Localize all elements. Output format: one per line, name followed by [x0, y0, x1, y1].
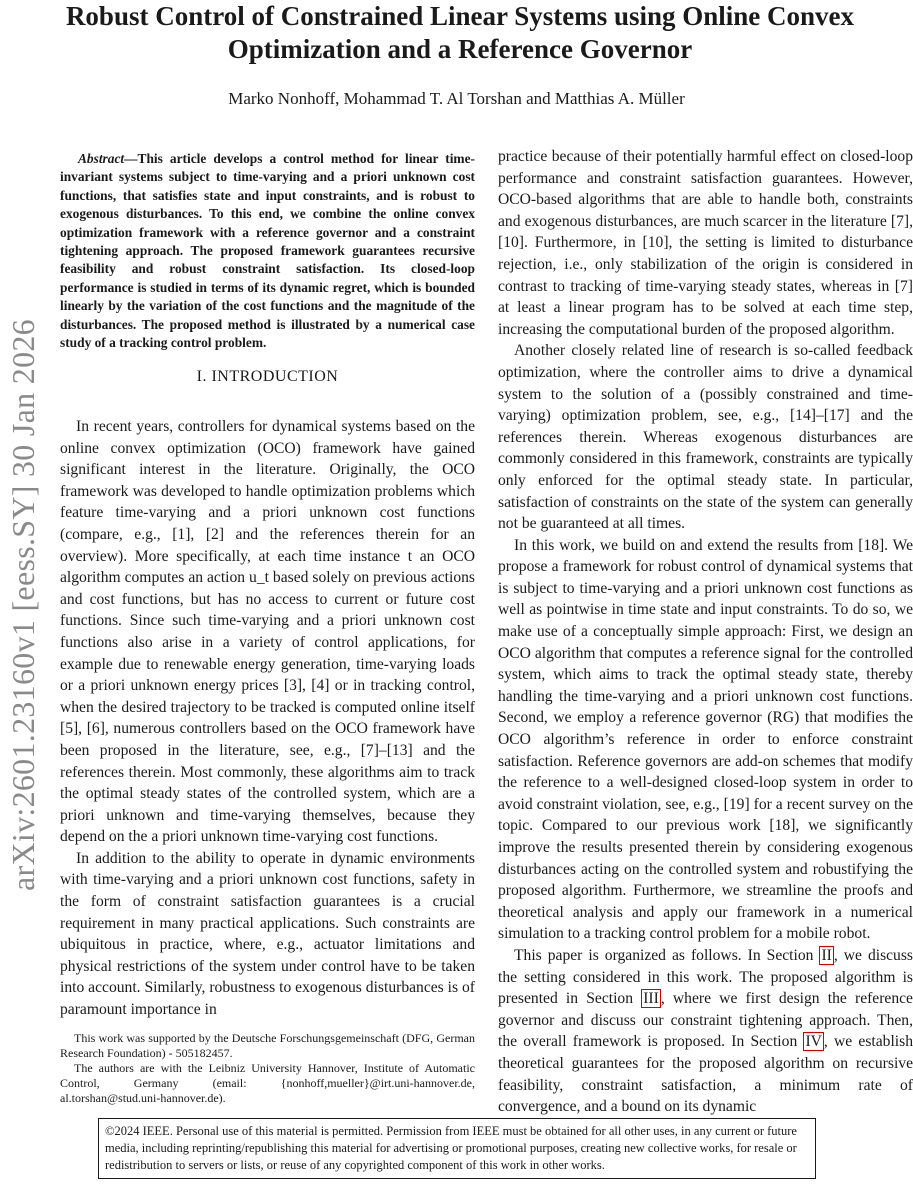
arxiv-stamp: arXiv:2601.23160v1 [eess.SY] 30 Jan 2026	[5, 319, 41, 891]
abstract	[60, 150, 475, 352]
right-column	[498, 146, 913, 1118]
abstract-label: Abstract	[78, 151, 125, 166]
abstract-text: —This article develops a control method for linear time-invariant systems subject to time-varying and a priori unknown cost functions, that satisfies state and input constraints, and is robust to exogenous disturbances. To this end, we combine the online convex optimization framework with a reference governor and a constraint tightening approach. The proposed framework guarantees recursive feasibility and robust constraint satisfaction. Its closed-loop performance is studied in terms of its dynamic regret, which is bounded linearly by the variation of the cost functions and the magnitude of the disturbances. The proposed method is illustrated by a numerical case study of a tracking control problem.	[60, 151, 475, 351]
intro-paragraph-3: Another closely related line of research is so-called feedback optimization, where the controller aims to drive a dynamical system to the solution of a (possibly constrained and time-varying) optimization problem, see, e.g., [14]–[17] and the references therein. Whereas exogenous disturbances are commonly considered in this framework, constraints are typically only enforced for the optimal steady state. In particular, satisfaction of constraints on the state of the system can generally not be guaranteed at all times.	[498, 342, 913, 533]
footnotes	[60, 1031, 475, 1106]
intro-p5-part-b: , we discuss the setting considered in this work. The proposed algorithm is presented in Section	[498, 946, 913, 1008]
intro-paragraph-2: In addition to the ability to operate in dynamic environments with time-varying and a priori unknown cost functions, safety in the form of constraint satisfaction guarantees is a crucial requirement in many practical applications. Such constraints are ubiquitous in practice, where, e.g., actuator limitations and physical restrictions of the system under control have to be taken into account. Similarly, robustness to exogenous disturbances is of paramount importance in	[60, 849, 475, 1019]
intro-paragraph-1: In recent years, controllers for dynamical systems based on the online convex optimization (OCO) framework have gained significant interest in the literature. Originally, the OCO framework was developed to handle optimization problems which feature time-varying and a priori unknown cost functions (compare, e.g., [1], [2] and the references therein for an overview). More specifically, at each time instance t an OCO algorithm computes an action u_t based solely on previous actions and cost functions, but has no access to current or future cost functions. Since such time-varying and a priori unknown cost functions also arise in a variety of control applications, for example due to renewable energy generation, time-varying loads or a priori unknown energy prices [3], [4] or in tracking control, when the desired trajectory to be tracked is computed online itself [5], [6], numerous controllers based on the OCO framework have been proposed in the literature, see, e.g., [7]–[13] and the references therein. Most commonly, these algorithms aim to track the optimal steady states of the controlled system, which are a priori unknown and time-varying themselves, because they depend on the a priori unknown time-varying cost functions.	[60, 418, 475, 846]
section-link-IV[interactable]: IV	[805, 1033, 822, 1051]
intro-paragraph-5	[498, 945, 913, 1118]
footnote-affiliation: The authors are with the Leibniz University Hannover, Institute of Automatic Control, Germany (email: {nonhoff,mueller}@irt.uni-hannover.de, al.torshan@stud.uni-hannover.de).	[60, 1061, 475, 1105]
paper-title: Robust Control of Constrained Linear Systems using Online Convex Optimization and a Reference Governor	[65, 1, 855, 64]
section-link-II[interactable]: II	[821, 946, 832, 964]
left-column	[60, 416, 475, 1021]
footnote-funding: This work was supported by the Deutsche Forschungsgemeinschaft (DFG, German Research Foundation) - 505182457.	[60, 1031, 475, 1060]
intro-p5-part-c: , where we first design the reference governor and discuss our constraint tightening approach. Then, the overall framework is proposed. In Section	[498, 990, 913, 1051]
author-list: Marko Nonhoff, Mohammad T. Al Torshan and Matthias A. Müller	[228, 89, 685, 108]
section-heading-introduction: I. INTRODUCTION	[196, 368, 339, 385]
intro-p5-part-d: , we establish theoretical guarantees for the proposed algorithm on recursive feasibility, constraint satisfaction, a minimum rate of convergence, and a bound on its dynamic	[498, 1033, 913, 1116]
intro-p5-part-a: This paper is organized as follows. In Section	[514, 946, 820, 964]
intro-paragraph-2-continued: practice because of their potentially harmful effect on closed-loop performance and constraint satisfaction guarantees. However, OCO-based algorithms that are able to handle both, constraints and exogenous disturbances, are much scarcer in the literature [7], [10]. Furthermore, in [10], the setting is limited to disturbance rejection, i.e., only stabilization of the origin is considered in contrast to tracking of time-varying steady states, whereas in [7] at least a linear program has to be solved at each time step, increasing the computational burden of the proposed algorithm.	[498, 148, 913, 338]
intro-paragraph-4: In this work, we build on and extend the results from [18]. We propose a framework for robust control of dynamical systems that is subject to time-varying and a priori unknown cost functions as well as pointwise in time state and input constraints. To do so, we make use of a conceptually simple approach: First, we design an OCO algorithm that computes a reference signal for the controlled system, which aims to track the optimal steady state, thereby handling the time-varying and a priori unknown cost functions. Second, we employ a reference governor (RG) that modifies the OCO algorithm’s reference in order to enforce constraint satisfaction. Reference governors are add-on schemes that modify the reference to a well-designed closed-loop system in order to avoid constraint violation, see, e.g., [19] for a recent survey on the topic. Compared to our previous work [18], we significantly improve the results presented therein by considering exogenous disturbances acting on the controlled system and robustifying the proposed algorithm. Furthermore, we streamline the proofs and theoretical analysis and apply our framework in a numerical simulation to a tracking control problem for a mobile robot.	[498, 536, 913, 943]
section-link-III[interactable]: III	[643, 990, 659, 1008]
copyright-notice: ©2024 IEEE. Personal use of this material is permitted. Permission from IEEE must be obtained for all other uses, in any current or future media, including reprinting/republishing this material for advertising or promotional purposes, creating new collective works, for resale or redistribution to servers or lists, or reuse of any copyrighted component of this work in other works.	[98, 1118, 816, 1179]
